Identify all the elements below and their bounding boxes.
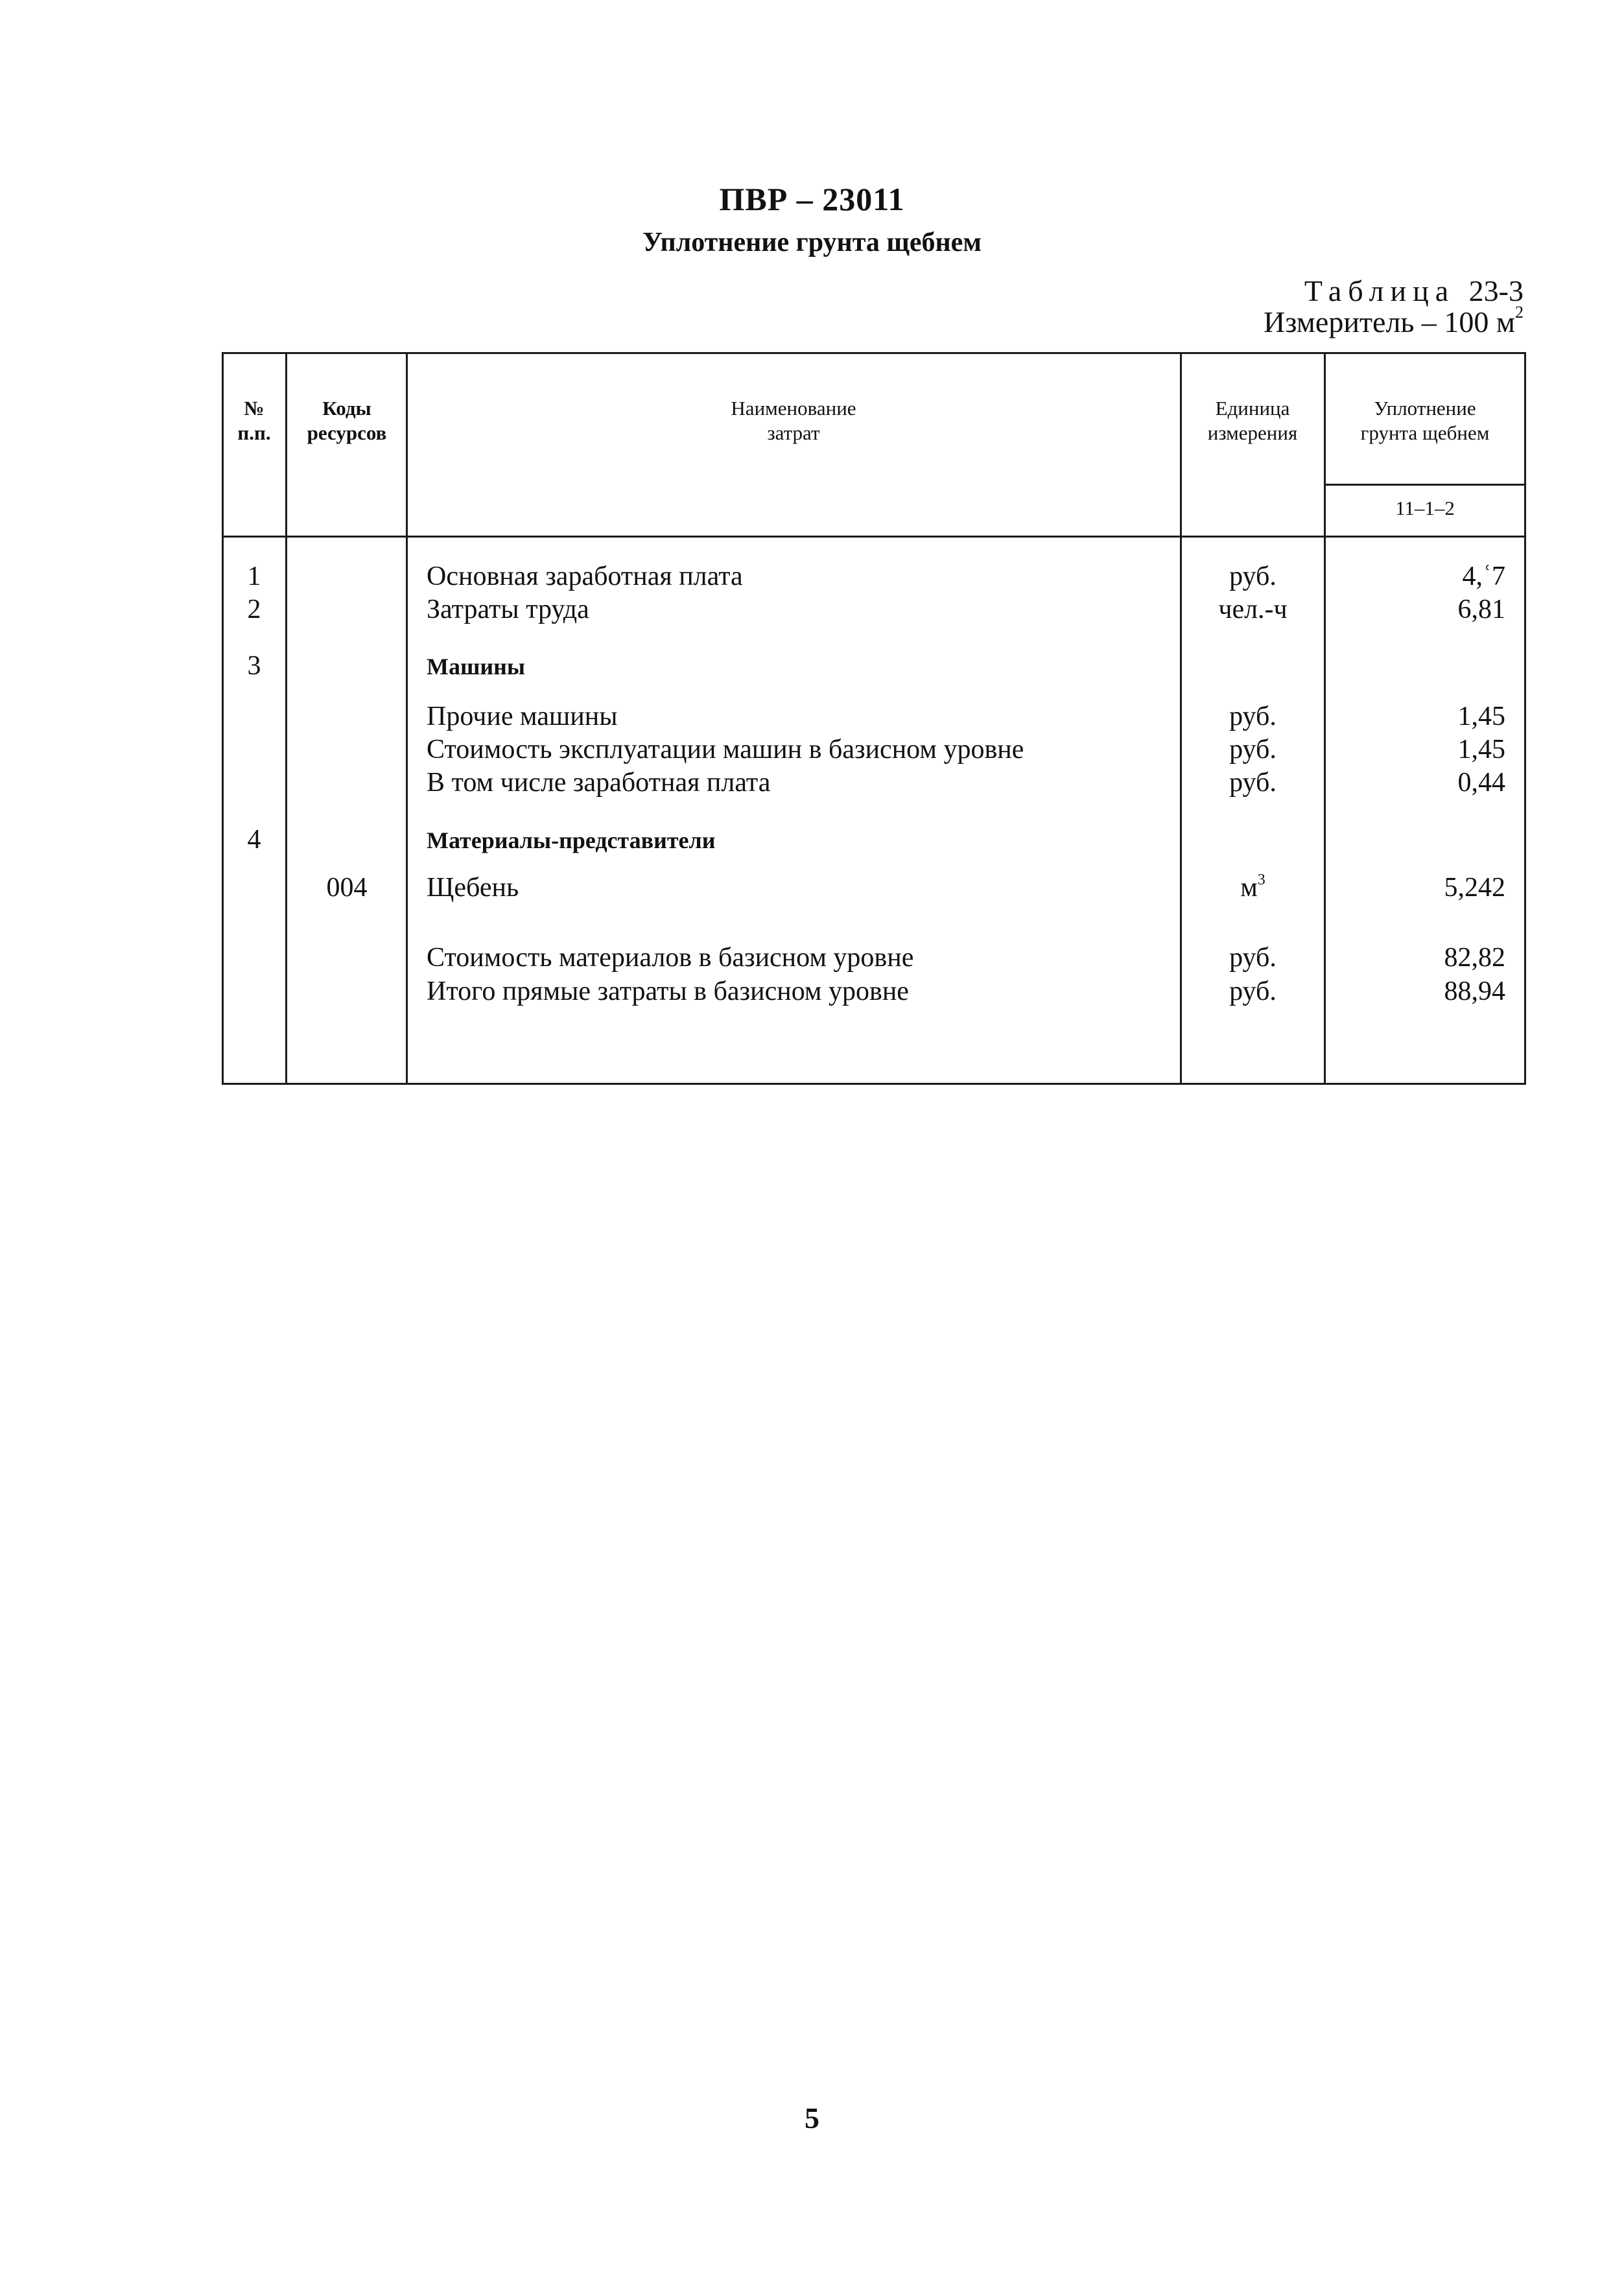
header-work-code: 11–1–2 (1395, 497, 1455, 519)
table-measure-sup: 2 (1515, 303, 1524, 322)
table-number (1304, 274, 1524, 308)
table-measure-label: Измеритель – 100 м (1264, 305, 1515, 338)
header-num (222, 396, 287, 445)
row-name: Стоимость эксплуатации машин в базисном уровне (427, 735, 1024, 764)
work-code-separator (1324, 484, 1526, 486)
table-border-left (222, 352, 224, 1085)
table-border-top (222, 352, 1526, 354)
row-name: В том числе заработная плата (427, 768, 771, 798)
col-sep-2 (406, 352, 408, 1085)
table-measure (1264, 305, 1524, 339)
table-label: Таблица (1304, 274, 1455, 307)
row-unit: руб. (1229, 943, 1277, 973)
row-name: Итого прямые затраты в базисном уровне (427, 977, 909, 1006)
row-unit: чел.-ч (1218, 595, 1288, 624)
row-section-title: Материалы-представители (427, 827, 716, 853)
header-unit-line1: Единица (1215, 397, 1290, 420)
header-unit (1181, 396, 1324, 445)
row-num: 1 (247, 562, 261, 591)
row-value: 4,ʿ7 (1462, 562, 1505, 591)
header-name-line1: Наименование (731, 397, 856, 420)
header-code-line1: Коды (322, 397, 371, 420)
row-code: 004 (326, 873, 368, 903)
table-border-right (1524, 352, 1526, 1085)
row-name: Основная заработная плата (427, 562, 743, 591)
page-number: 5 (805, 2101, 819, 2135)
header-code (287, 396, 407, 445)
row-unit: руб. (1229, 735, 1277, 764)
row-value: 5,242 (1444, 873, 1505, 903)
row-unit-base: м (1240, 873, 1258, 903)
row-unit (1180, 872, 1326, 903)
header-code-line2: ресурсов (307, 421, 387, 444)
header-separator (222, 536, 1526, 538)
row-num: 2 (247, 595, 261, 624)
header-name (407, 396, 1180, 445)
header-num-line2: п.п. (237, 421, 271, 444)
row-unit: руб. (1229, 768, 1277, 798)
header-num-line1: № (244, 397, 265, 420)
resource-table (222, 352, 1526, 1085)
row-value: 88,94 (1444, 977, 1505, 1006)
row-value: 0,44 (1457, 768, 1505, 798)
table-border-bottom (222, 1083, 1526, 1085)
header-unit-line2: измерения (1207, 421, 1298, 444)
row-unit-sup: 3 (1257, 871, 1265, 888)
row-num: 3 (247, 651, 261, 681)
row-value: 1,45 (1457, 702, 1505, 731)
row-num: 4 (247, 825, 261, 855)
row-value: 1,45 (1457, 735, 1505, 764)
row-value: 6,81 (1457, 595, 1505, 624)
col-sep-1 (285, 352, 287, 1085)
row-name: Затраты труда (427, 595, 589, 624)
row-name: Прочие машины (427, 702, 618, 731)
row-unit: руб. (1229, 702, 1277, 731)
row-section-title: Машины (427, 654, 525, 680)
header-work-line2: грунта щебнем (1360, 421, 1490, 444)
document-code: ПВР – 23011 (719, 181, 905, 217)
row-value: 82,82 (1444, 943, 1505, 973)
row-unit: руб. (1229, 977, 1277, 1006)
row-unit: руб. (1229, 562, 1277, 591)
header-work (1325, 396, 1525, 445)
row-name: Стоимость материалов в базисном уровне (427, 943, 914, 973)
row-name: Щебень (427, 873, 519, 903)
header-work-line1: Уплотнение (1374, 397, 1476, 420)
header-name-line2: затрат (767, 421, 820, 444)
table-number-value: 23-3 (1468, 274, 1524, 307)
document-title: Уплотнение грунта щебнем (642, 228, 982, 257)
